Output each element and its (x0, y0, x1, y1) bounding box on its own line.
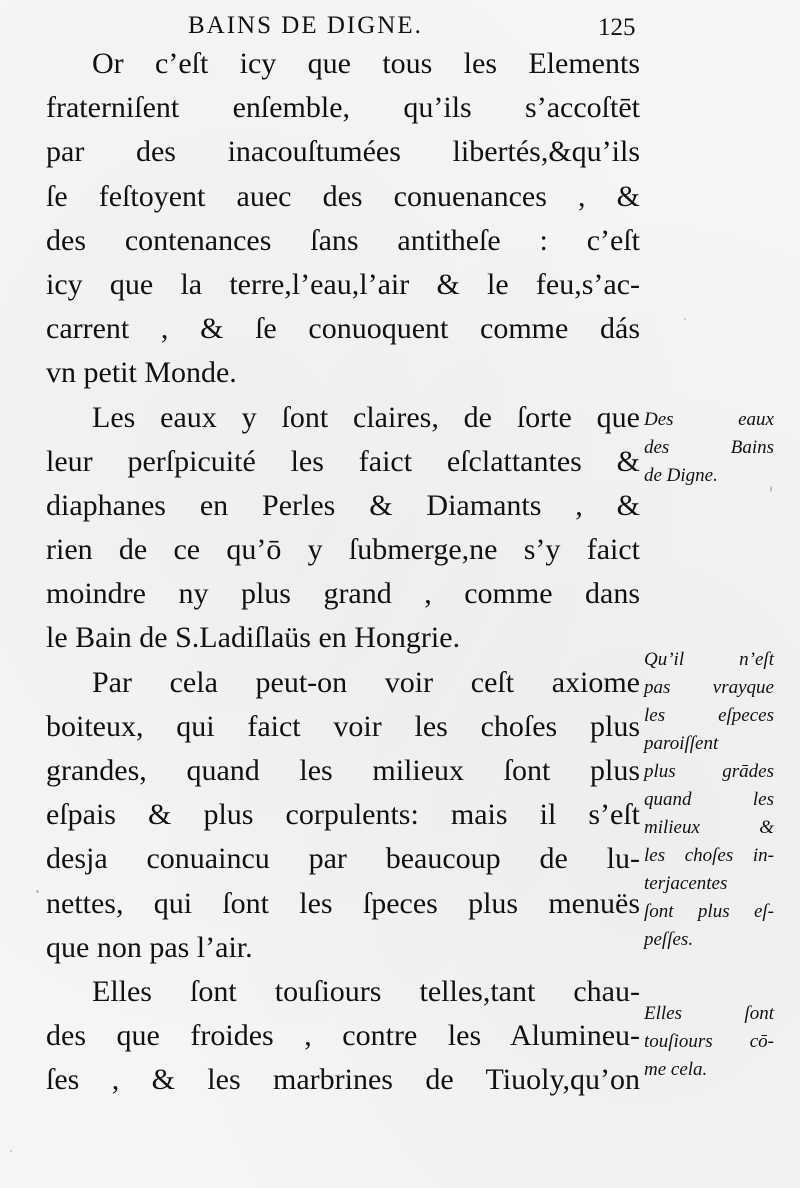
note-line: Qu’il n’eſt (644, 649, 774, 670)
text-line: nettes, qui ſont les ſpeces plus menuës (46, 886, 640, 920)
text-line: ſes , & les marbrines de Tiuoly,qu’on (46, 1063, 640, 1097)
text-line: grandes, quand les milieux ſont plus (46, 754, 640, 787)
page-number: 125 (598, 14, 636, 41)
note-line: Elles ſont (644, 1003, 774, 1024)
paper-speck (10, 1150, 12, 1152)
text-line: Or c’eſt icy que tous les Elements (92, 47, 640, 80)
paper-speck (770, 486, 772, 492)
text-line: le Bain de S.Ladiſlaüs en Hongrie. (46, 621, 461, 655)
text-line: rien de ce qu’ō y ſubmerge,ne s’y faict (46, 533, 640, 567)
running-title: BAINS DE DIGNE. (188, 12, 423, 39)
note-line: de Digne. (644, 465, 718, 486)
note-line: les eſpeces (644, 705, 774, 726)
note-line: milieux & (644, 817, 774, 838)
text-line: Les eaux y ſont claires, de ſorte que (92, 400, 640, 434)
note-line: des Bains (644, 437, 774, 458)
text-line: diaphanes en Perles & Diamants , & (46, 488, 640, 522)
text-line: fraterniſent enſemble, qu’ils s’accoſtēt (46, 91, 640, 125)
note-line: ſont plus eſ- (644, 901, 774, 922)
note-line: peſſes. (644, 929, 694, 950)
text-line: boiteux, qui faict voir les choſes plus (46, 709, 640, 743)
text-line: Par cela peut-on voir ceſt axiome (92, 665, 640, 699)
margin-note-elles (644, 1000, 774, 1084)
note-line: terjacentes (644, 873, 728, 894)
text-line: que non pas l’air. (46, 930, 253, 964)
paragraph-3 (46, 661, 640, 970)
paragraph-4 (46, 970, 640, 1103)
paragraph-2 (46, 396, 640, 661)
text-line: carrent , & ſe conuoquent comme dás (46, 312, 640, 346)
note-line: me cela. (644, 1059, 708, 1080)
text-line: par des inacouſtumées libertés,&qu’ils (46, 135, 640, 169)
note-line: plus grādes (644, 761, 774, 782)
note-line: les choſes in- (644, 845, 774, 866)
text-line: ſe feſtoyent auec des conuenances , & (46, 179, 640, 213)
note-line: paroiſſent (644, 733, 719, 754)
text-line: des contenances ſans antitheſe : c’eſt (46, 223, 640, 257)
margin-note-especes (644, 646, 774, 954)
main-text-block (46, 42, 640, 1103)
text-line: moindre ny plus grand , comme dans (46, 577, 640, 611)
text-line: desja conuaincu par beaucoup de lu- (46, 842, 640, 876)
note-line: Des eaux (644, 409, 774, 430)
note-line: quand les (644, 789, 774, 810)
margin-note-eaux (644, 406, 774, 490)
text-line: leur perſpicuité les faict eſclattantes & (46, 444, 640, 478)
text-line: Elles ſont touſiours telles,tant chau- (92, 974, 640, 1008)
paragraph-1 (46, 42, 640, 396)
paper-speck (684, 318, 686, 320)
note-line: touſiours cō- (644, 1031, 774, 1052)
text-line: icy que la terre,l’eau,l’air & le feu,s’ac- (46, 267, 640, 301)
text-line: des que froides , contre les Alumineu- (46, 1019, 640, 1053)
text-line: vn petit Monde. (46, 356, 237, 390)
paper-speck (36, 890, 39, 893)
text-line: eſpais & plus corpulents: mais il s’eſt (46, 798, 640, 832)
note-line: pas vrayque (644, 677, 774, 698)
